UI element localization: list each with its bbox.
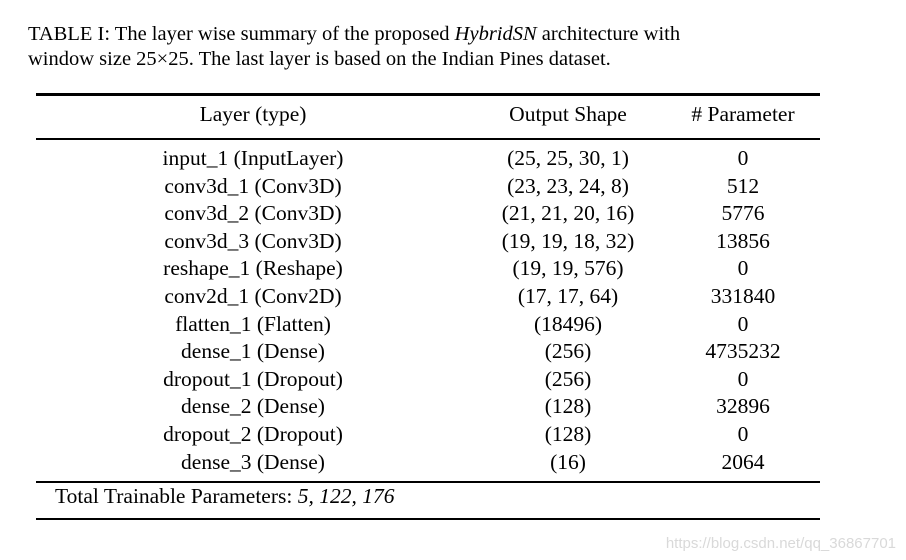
row-shape-cell: (25, 25, 30, 1) [507, 146, 629, 170]
row-param-cell: 2064 [721, 449, 765, 474]
row-layer-cell: conv2d_1 (Conv2D) [164, 284, 342, 308]
row-param-cell: 331840 [710, 284, 776, 308]
row-param-cell: 0 [737, 366, 749, 391]
header-layer-type: Layer (type) [199, 102, 307, 126]
row-param-cell: 0 [737, 256, 749, 281]
row-shape-cell: (256) [544, 366, 592, 391]
row-shape-cell: (21, 21, 20, 16) [501, 201, 635, 226]
row-layer-cell: input_1 (InputLayer) [162, 146, 344, 170]
table-caption [28, 22, 828, 72]
row-shape-cell: (18496) [533, 311, 603, 336]
caption-line-2: window size 25×25. The last layer is based on the Indian Pines dataset. [28, 48, 611, 70]
row-shape-cell: (17, 17, 64) [517, 284, 619, 308]
row-shape-cell: (128) [544, 394, 592, 419]
total-trainable-parameters [55, 484, 394, 509]
row-layer-cell: conv3d_1 (Conv3D) [164, 173, 342, 198]
header-parameter: # Parameter [691, 102, 795, 126]
header-output-shape: Output Shape [509, 102, 627, 126]
row-shape-cell: (19, 19, 18, 32) [501, 228, 635, 253]
row-param-cell: 0 [737, 311, 749, 336]
table-header-rule [36, 138, 820, 140]
row-param-cell: 0 [737, 146, 749, 170]
row-layer-cell: dense_2 (Dense) [181, 394, 325, 419]
row-shape-cell: (23, 23, 24, 8) [507, 173, 629, 198]
caption-model-name: HybridSN [454, 23, 537, 45]
row-shape-cell: (256) [544, 339, 592, 364]
row-param-cell: 5776 [721, 201, 765, 226]
row-shape-cell: (19, 19, 576) [512, 256, 624, 281]
total-value: 5, 122, 176 [297, 484, 395, 508]
table-mid-rule [36, 481, 820, 483]
row-layer-cell: flatten_1 (Flatten) [175, 311, 331, 336]
row-shape-cell: (16) [550, 449, 586, 474]
row-layer-cell: dropout_1 (Dropout) [163, 366, 343, 391]
caption-text-end: architecture with [536, 23, 681, 45]
row-layer-cell: dropout_2 (Dropout) [163, 422, 343, 446]
caption-line-1 [28, 22, 828, 47]
row-param-cell: 512 [726, 173, 760, 198]
row-layer-cell: dense_3 (Dense) [181, 449, 325, 474]
row-layer-cell: conv3d_3 (Conv3D) [164, 228, 342, 253]
row-layer-cell: conv3d_2 (Conv3D) [164, 201, 342, 226]
row-param-cell: 4735232 [705, 339, 781, 364]
row-param-cell: 32896 [716, 394, 770, 419]
row-shape-cell: (128) [544, 422, 592, 446]
table-top-rule [36, 93, 820, 96]
caption-text-start: TABLE I: The layer wise summary of the proposed [28, 23, 455, 45]
watermark: https://blog.csdn.net/qq_36867701 [665, 535, 896, 552]
row-param-cell: 13856 [716, 228, 770, 253]
table-bottom-rule [36, 518, 820, 520]
row-layer-cell: reshape_1 (Reshape) [163, 256, 343, 281]
row-layer-cell: dense_1 (Dense) [181, 339, 325, 364]
row-param-cell: 0 [737, 422, 749, 446]
total-label: Total Trainable Parameters: [55, 484, 298, 508]
